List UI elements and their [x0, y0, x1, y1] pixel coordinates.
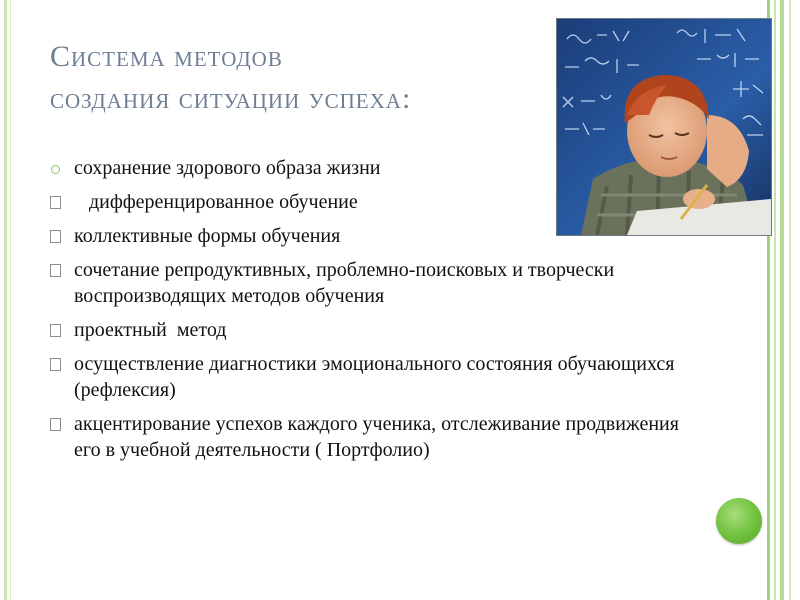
list-item: [50, 351, 700, 403]
list-item-text: осуществление диагностики эмоционального состояния обучающихся (рефлексия): [74, 353, 675, 401]
left-decor-stripe: [4, 0, 7, 600]
box-bullet-icon: [50, 358, 61, 371]
list-item-text: проектный метод: [74, 319, 227, 341]
box-bullet-icon: [50, 230, 61, 243]
list-item: [50, 317, 700, 343]
list-item: [50, 257, 700, 309]
slide-title: [50, 36, 520, 120]
list-item: [50, 155, 700, 181]
box-bullet-icon: [50, 324, 61, 337]
list-item: [50, 189, 700, 215]
box-bullet-icon: [50, 264, 61, 277]
list-item-text: коллективные формы обучения: [74, 225, 341, 247]
right-decor-stripe-3: [780, 0, 784, 600]
list-item-text: сочетание репродуктивных, проблемно-поисковых и творчески воспроизводящих методов обучения: [74, 259, 615, 307]
box-bullet-icon: [50, 418, 61, 431]
left-decor-stripe-thin: [10, 0, 11, 600]
title-line-1: Система методов: [50, 40, 283, 73]
green-circle-decoration: [716, 498, 762, 544]
list-item: [50, 411, 700, 463]
title-line-2: создания ситуации успеха:: [50, 82, 412, 115]
list-item-text: акцентирование успехов каждого ученика, отслеживание продвижения его в учебной деятельности ( Портфолио): [74, 413, 679, 461]
right-decor-stripe-2: [774, 0, 776, 600]
list-item-text: дифференцированное обучение: [74, 191, 358, 213]
list-item: [50, 223, 700, 249]
circle-bullet-icon: [51, 165, 60, 174]
right-decor-stripe-4: [789, 0, 791, 600]
list-item-text: сохранение здорового образа жизни: [74, 157, 381, 179]
methods-list: [50, 155, 700, 471]
box-bullet-icon: [50, 196, 61, 209]
